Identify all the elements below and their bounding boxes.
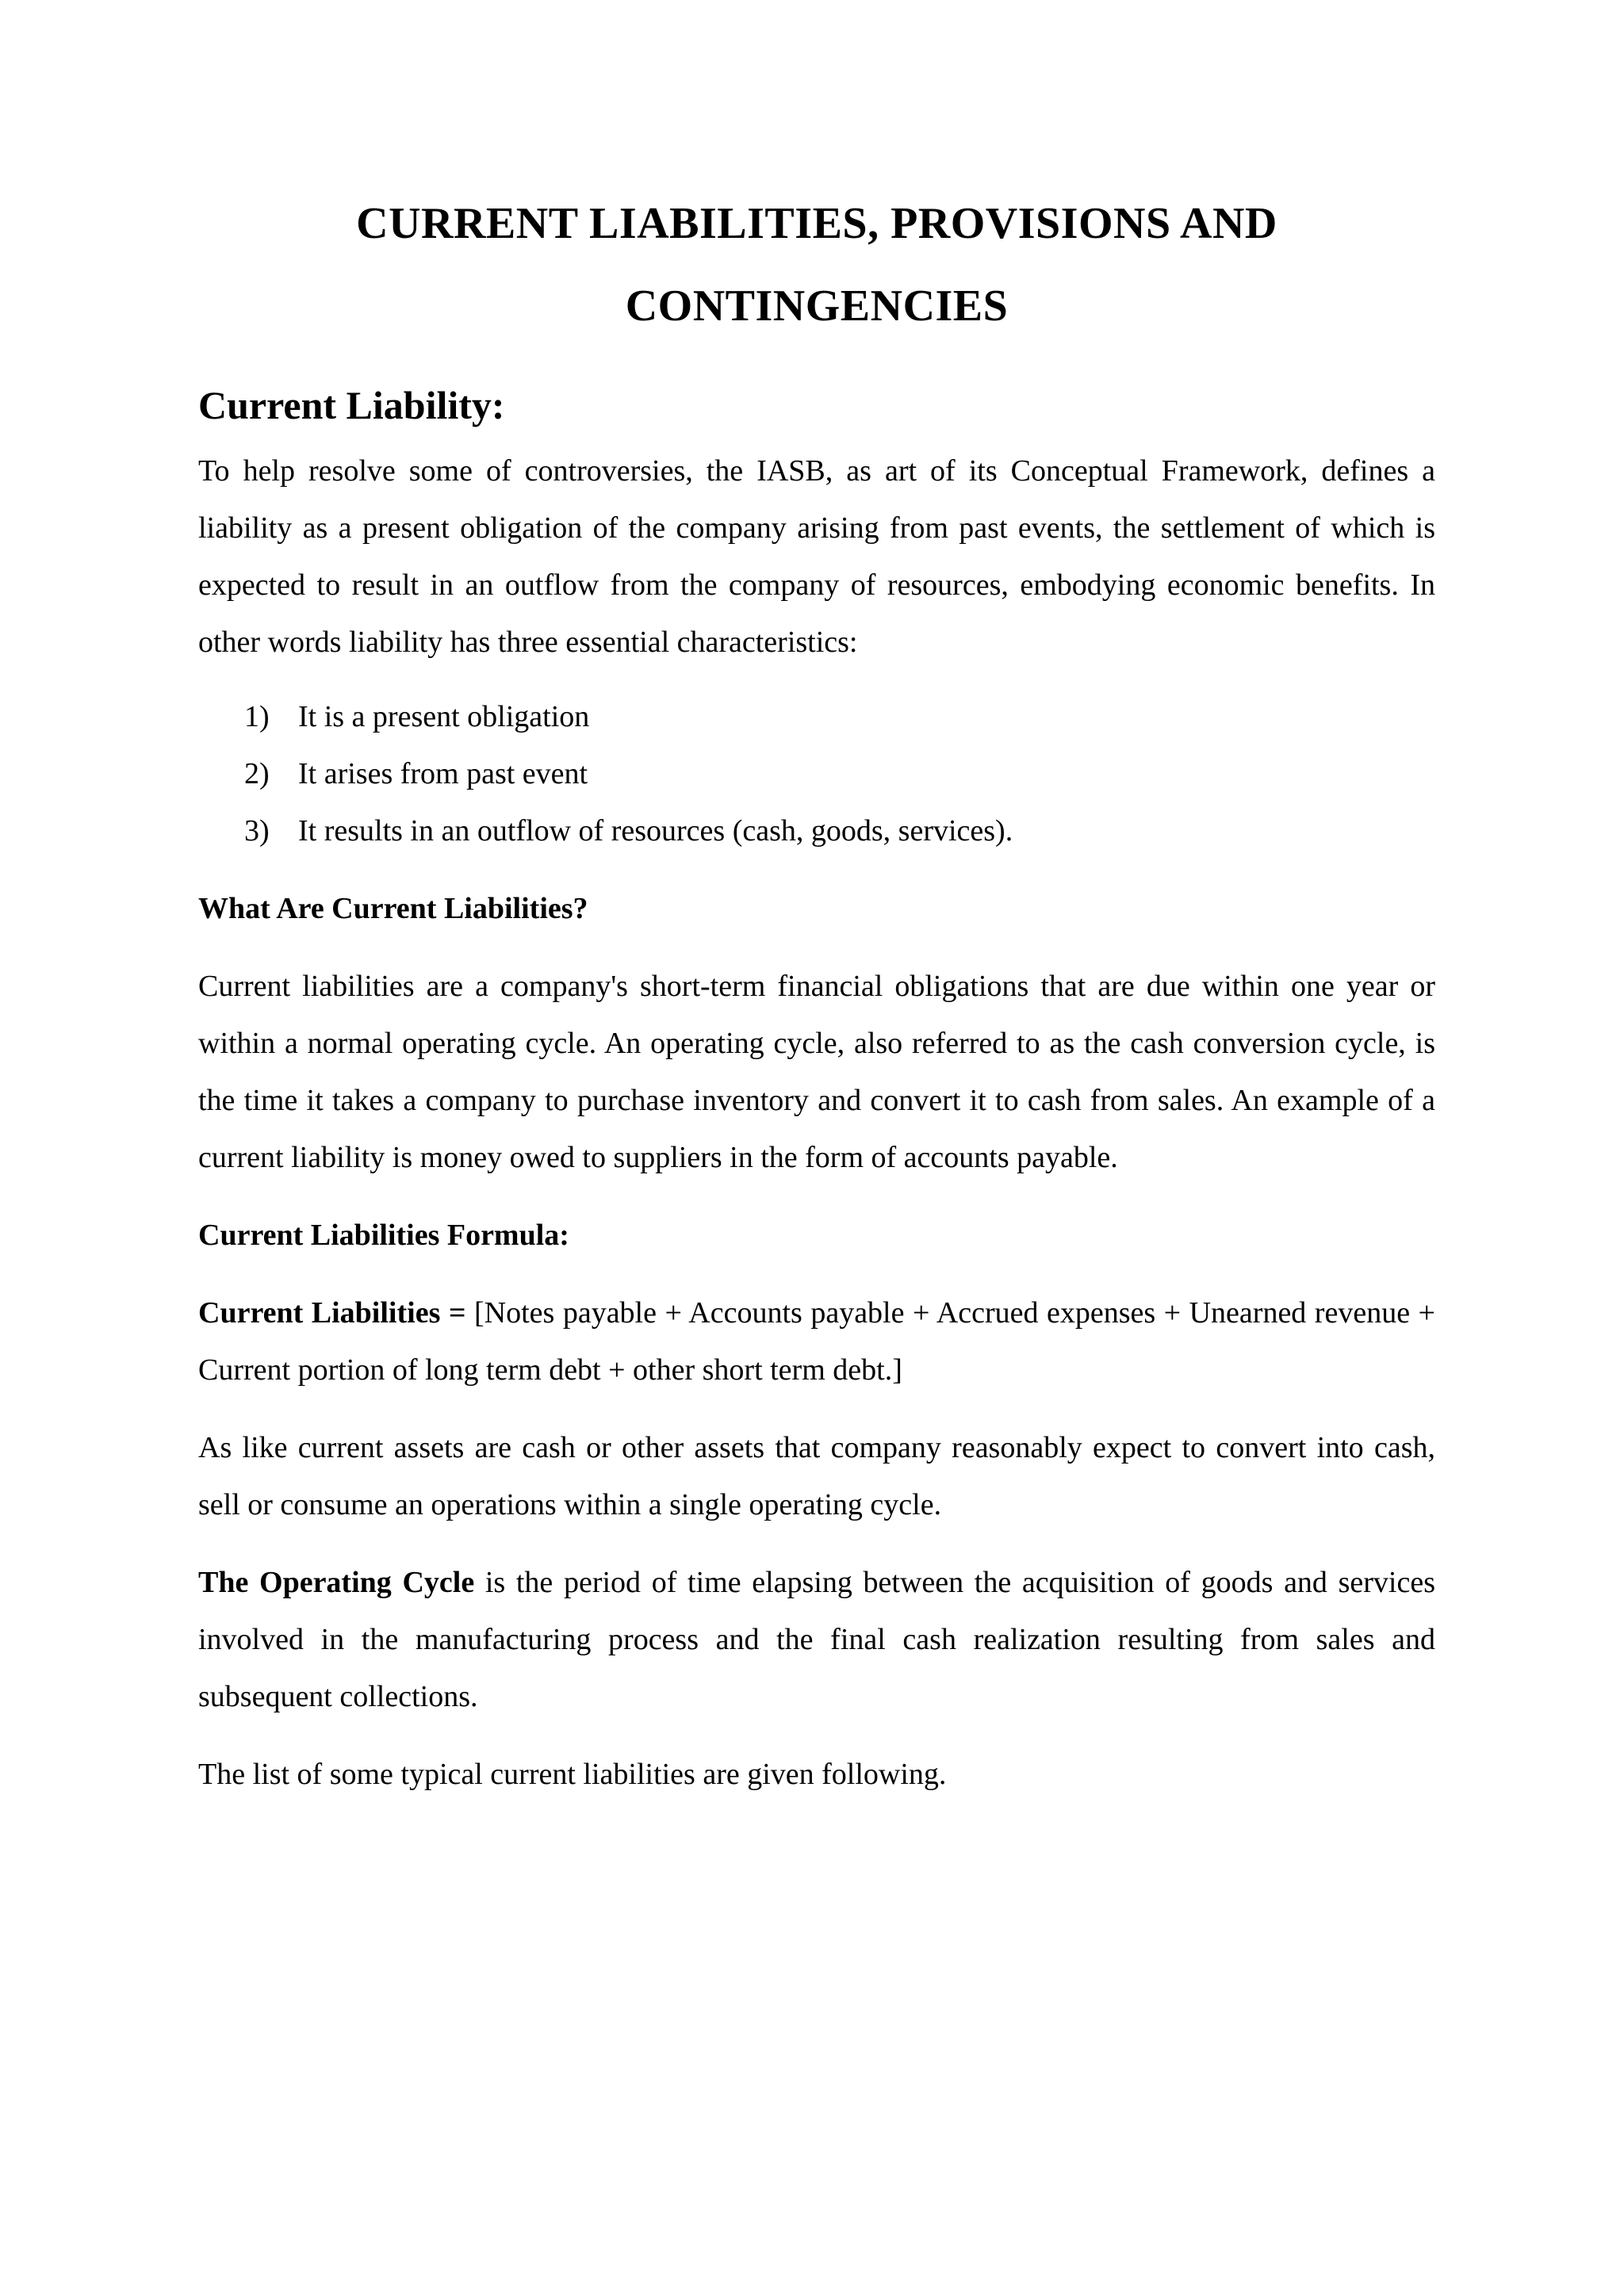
what-paragraph: Current liabilities are a company's short-term financial obligations that are due within one year or within a normal operating cycle. An operating cycle, also referred to as the cash conversion cycle, is the time it takes a company to purchase inventory and convert it to cash from sales. An example of a current liability is money owed to suppliers in the form of accounts payable. [198,970,1435,1174]
list-item-number: 1) [244,700,270,733]
formula-text: [Notes payable + Accounts payable + Accrued expenses + Unearned revenue + Current portion of long term debt + other short term debt.] [198,1296,1435,1387]
current-liability-heading: Current Liability: [198,383,505,427]
characteristics-list [198,688,1435,859]
list-item [198,745,1435,802]
formula-paragraph [198,1284,1435,1399]
list-item-number: 2) [244,757,270,790]
list-item-number: 3) [244,814,270,848]
title-line-1: CURRENT LIABILITIES, PROVISIONS AND [356,199,1277,248]
page-title [198,182,1435,347]
title-line-2: CONTINGENCIES [625,281,1009,331]
list-item [198,688,1435,745]
list-item [198,802,1435,859]
closing-paragraph: The list of some typical current liabilities are given following. [198,1758,947,1791]
assets-paragraph: As like current assets are cash or other assets that company reasonably expect to convert into cash, sell or consume an operations within a single operating cycle. [198,1431,1435,1521]
list-item-text: It arises from past event [298,757,588,790]
document-page [198,182,1435,1803]
what-are-current-liabilities-heading: What Are Current Liabilities? [198,892,588,925]
list-item-text: It results in an outflow of resources (cash, goods, services). [298,814,1013,848]
operating-cycle-paragraph [198,1554,1435,1725]
list-item-text: It is a present obligation [298,700,590,733]
operating-cycle-label: The Operating Cycle [198,1566,475,1599]
formula-heading: Current Liabilities Formula: [198,1219,569,1252]
formula-label: Current Liabilities = [198,1296,466,1330]
operating-cycle-text: is the period of time elapsing between the acquisition of goods and services involved in the manufacturing process and the final cash realization resulting from sales and subsequent collections. [198,1566,1435,1713]
intro-paragraph: To help resolve some of controversies, the IASB, as art of its Conceptual Framework, defines a liability as a present obligation of the company arising from past events, the settlement of which is expected to result in an outflow from the company of resources, embodying economic benefits. In other words liability has three essential characteristics: [198,454,1435,659]
